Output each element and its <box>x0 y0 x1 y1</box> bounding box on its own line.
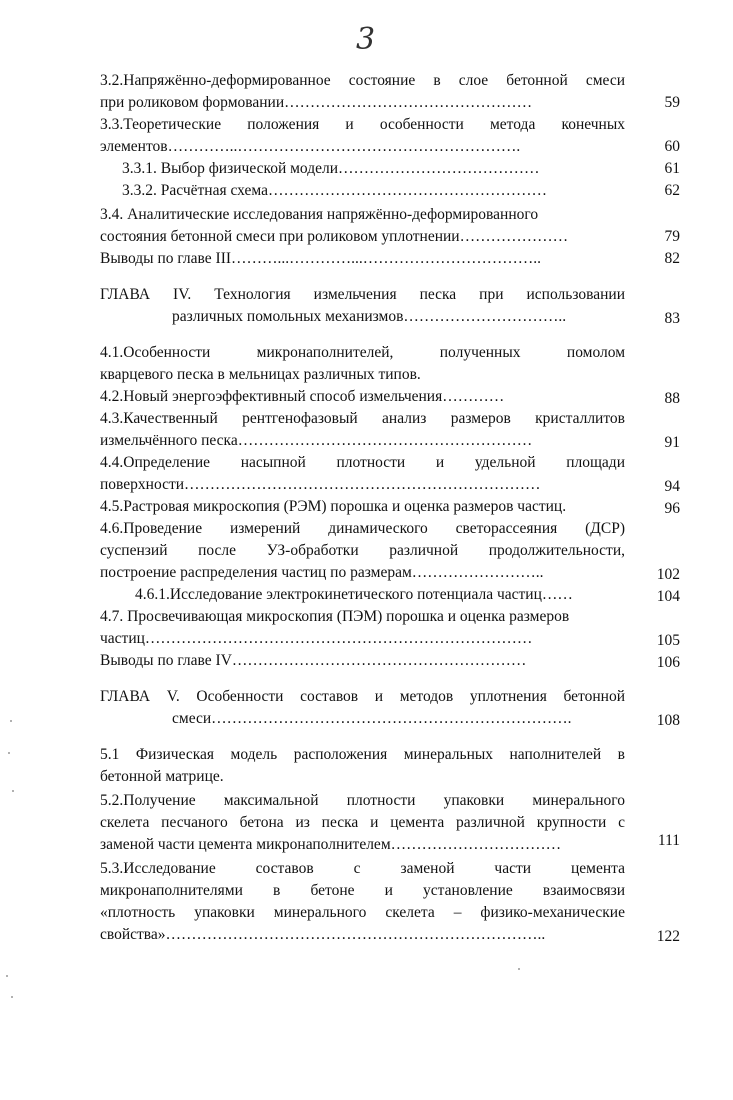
toc-entry-4-1-line1: 4.1.Особенности микронаполнителей, полученных помолом <box>100 344 625 361</box>
toc-entry-5-3-line4: свойства»……………………………………………………………….. <box>100 926 546 943</box>
toc-chapter-5-line2: смеси……………………………………………………………. <box>172 710 572 727</box>
toc-chapter-5-page: 108 <box>656 712 680 729</box>
scan-speck <box>12 790 14 792</box>
toc-entry-4-7-line1: 4.7. Просвечивающая микроскопия (ПЭМ) порошка и оценка размеров <box>100 608 570 625</box>
toc-entry-5-2-line3: заменой части цемента микронаполнителем…………………………… <box>100 836 562 853</box>
toc-entry-3-3-1-page: 61 <box>664 160 680 177</box>
toc-entry-3-2-line2: при роликовом формовании………………………………………… <box>100 94 533 111</box>
toc-entry-4-7-page: 105 <box>656 632 680 649</box>
toc-chapter-4-page: 83 <box>664 310 680 327</box>
toc-entry-4-3-line2: измельчённого песка………………………………………………… <box>100 432 533 449</box>
toc-entry-5-2-line1: 5.2.Получение максимальной плотности упаковки минерального <box>100 792 625 809</box>
toc-entry-4-5-page: 96 <box>664 500 680 517</box>
toc-entry-4-6-line3: построение распределения частиц по размерам…………………….. <box>100 564 544 581</box>
toc-entry-5-3-page: 122 <box>656 928 680 945</box>
toc-entry-3-2-line1: 3.2.Напряжённо-деформированное состояние в слое бетонной смеси <box>100 72 625 89</box>
scan-speck <box>8 752 10 754</box>
toc-entry-3-3-line2: элементов…………..………………………………………………. <box>100 138 521 155</box>
scan-speck <box>6 975 8 977</box>
toc-entry-5-3-line1: 5.3.Исследование составов с заменой части цемента <box>100 860 625 877</box>
toc-entry-conclusions-3-page: 82 <box>664 250 680 267</box>
scan-speck <box>518 968 520 970</box>
toc-entry-5-2-page: 111 <box>657 832 680 849</box>
toc-chapter-4-line1: ГЛАВА IV. Технология измельчения песка при использовании <box>100 286 625 303</box>
toc-entry-4-5: 4.5.Растровая микроскопия (РЭМ) порошка и оценка размеров частиц. <box>100 498 567 515</box>
scan-speck <box>10 720 12 722</box>
toc-entry-4-6-line2: суспензий после УЗ-обработки различной продолжительности, <box>100 542 625 559</box>
toc-entry-4-6-1: 4.6.1.Исследование электрокинетического потенциала частиц…… <box>135 586 573 603</box>
toc-entry-3-3-2: 3.3.2. Расчётная схема……………………………………………… <box>122 182 547 199</box>
toc-entry-4-4-page: 94 <box>664 478 680 495</box>
toc-entry-4-2: 4.2.Новый энергоэффективный способ измельчения………… <box>100 388 505 405</box>
toc-entry-4-6-line1: 4.6.Проведение измерений динамического светорассеяния (ДСР) <box>100 520 625 537</box>
toc-entry-conclusions-3: Выводы по главе III………...…………...…………………………….. <box>100 250 542 267</box>
page-number: 3 <box>356 22 376 57</box>
toc-entry-5-3-line3: «плотность упаковки минерального скелета – физико-механические <box>100 904 625 921</box>
toc-chapter-5-line1: ГЛАВА V. Особенности составов и методов уплотнения бетонной <box>100 688 625 705</box>
toc-entry-4-3-page: 91 <box>664 434 680 451</box>
toc-entry-3-2-page: 59 <box>664 94 680 111</box>
toc-entry-4-6-page: 102 <box>656 566 680 583</box>
toc-entry-3-3-line1: 3.3.Теоретические положения и особенности метода конечных <box>100 116 625 133</box>
toc-entry-conclusions-4-page: 106 <box>656 654 680 671</box>
toc-entry-3-4-line1: 3.4. Аналитические исследования напряжённо-деформированного <box>100 206 539 223</box>
toc-entry-3-3-page: 60 <box>664 138 680 155</box>
toc-chapter-4-line2: различных помольных механизмов………………………….. <box>172 308 567 325</box>
toc-entry-5-1-line1: 5.1 Физическая модель расположения минеральных наполнителей в <box>100 746 625 763</box>
toc-entry-4-6-1-page: 104 <box>656 588 680 605</box>
toc-entry-5-2-line2: скелета песчаного бетона из песка и цемента различной крупности с <box>100 814 625 831</box>
toc-entry-5-1-line2: бетонной матрице. <box>100 768 224 785</box>
toc-entry-conclusions-4: Выводы по главе IV………………………………………………… <box>100 652 527 669</box>
toc-entry-3-3-2-page: 62 <box>664 182 680 199</box>
toc-entry-4-4-line1: 4.4.Определение насыпной плотности и удельной площади <box>100 454 625 471</box>
toc-entry-4-1-line2: кварцевого песка в мельницах различных типов. <box>100 366 421 383</box>
scan-speck <box>11 996 13 998</box>
toc-entry-4-3-line1: 4.3.Качественный рентгенофазовый анализ размеров кристаллитов <box>100 410 625 427</box>
toc-entry-3-3-1: 3.3.1. Выбор физической модели………………………………… <box>122 160 540 177</box>
toc-entry-4-2-page: 88 <box>664 390 680 407</box>
toc-entry-3-4-page: 79 <box>664 228 680 245</box>
toc-entry-3-4-line2: состояния бетонной смеси при роликовом уплотнении………………… <box>100 228 569 245</box>
toc-entry-5-3-line2: микронаполнителями в бетоне и установление взаимосвязи <box>100 882 625 899</box>
toc-entry-4-4-line2: поверхности…………………………………………………………… <box>100 476 541 493</box>
toc-entry-4-7-line2: частиц………………………………………………………………… <box>100 630 533 647</box>
